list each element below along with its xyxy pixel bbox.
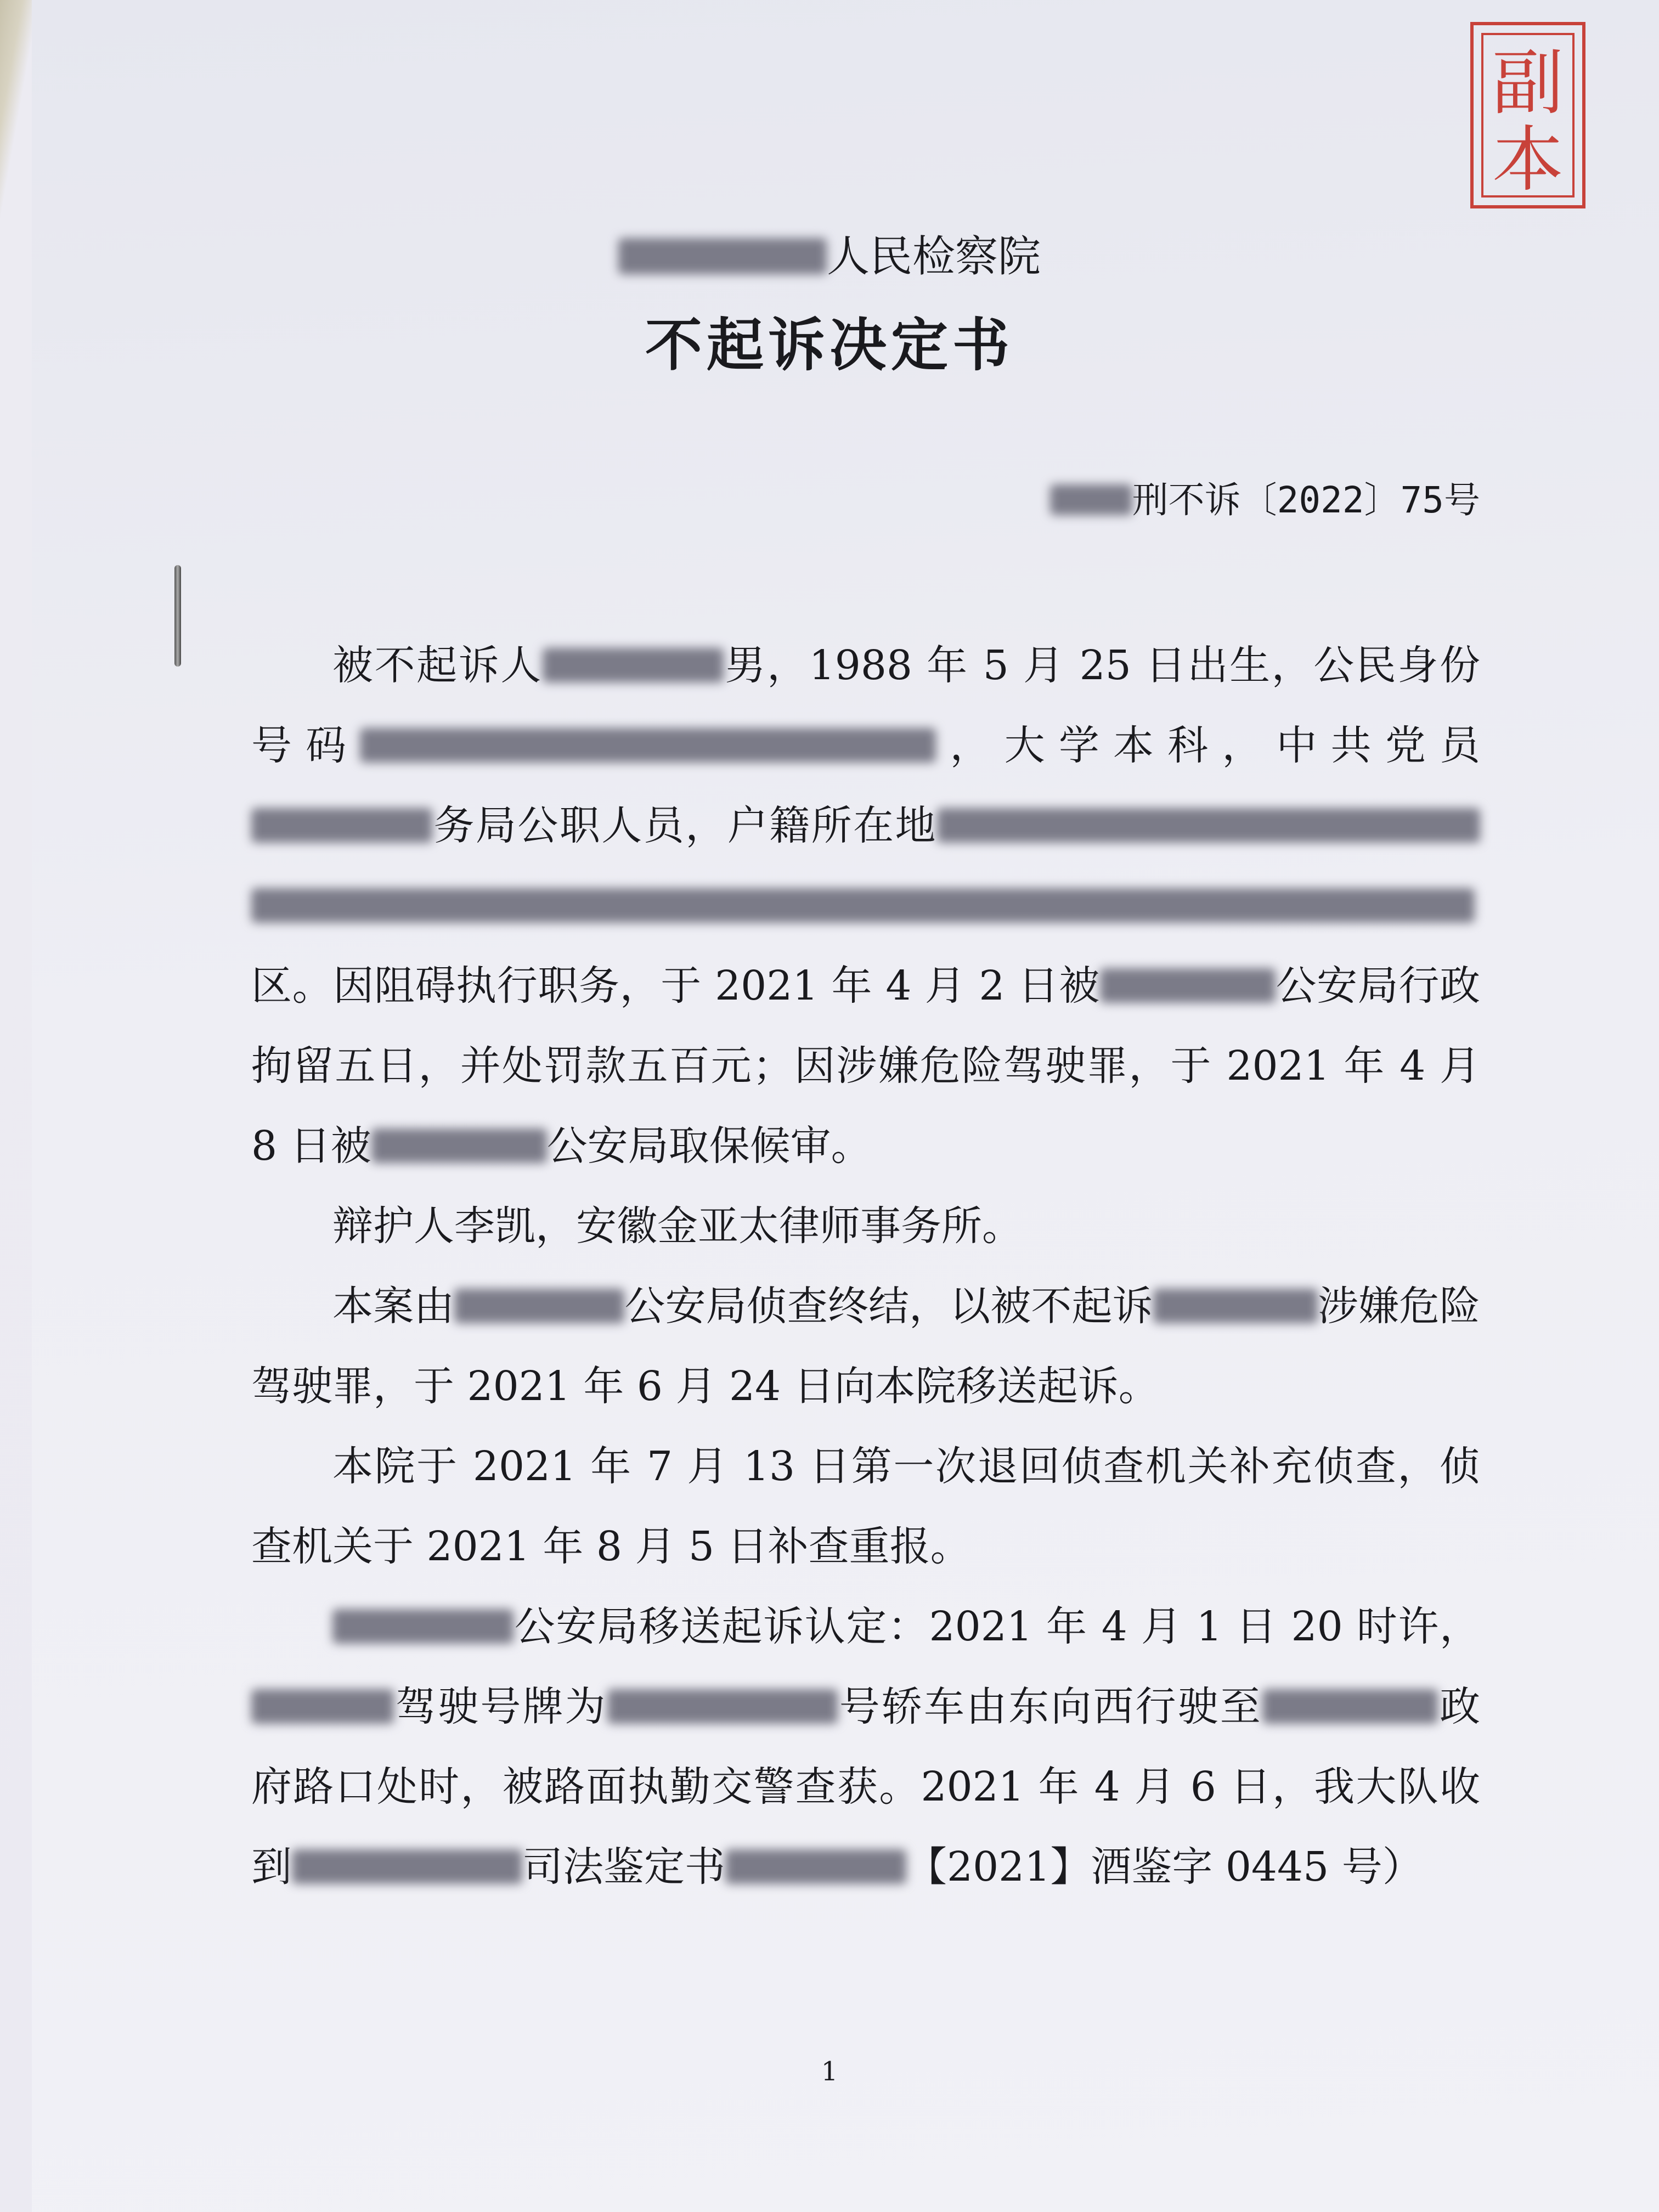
stamp-char-1: 副	[1492, 41, 1564, 125]
document-title: 不起诉决定书	[645, 312, 1014, 379]
redacted-name	[1153, 1289, 1318, 1323]
redacted-plate	[607, 1689, 838, 1724]
stamp-char-2: 本	[1492, 118, 1564, 201]
text-span: 本案由	[332, 1283, 455, 1330]
text-span: 务局公职人员，户籍所在地	[432, 802, 937, 849]
redacted-name	[543, 648, 724, 682]
text-span: 号轿车由东向西行驶至	[837, 1683, 1262, 1730]
text-span: ，大学本科，中共党员	[936, 722, 1481, 769]
paragraph-supplementary-investigation: 本院于 2021 年 7 月 13 日第一次退回侦查机关补充侦查，侦查机关于 2021 年 8 月 5 日补查重报。	[251, 1443, 1480, 1570]
paragraph-case-transfer	[251, 1266, 1480, 1426]
document-body	[251, 625, 1480, 1907]
redacted-prefix	[1050, 484, 1132, 515]
text-span: 司法鉴定书	[522, 1843, 725, 1891]
paragraph-defense-counsel: 辩护人李凯，安徽金亚太律师事务所。	[332, 1203, 1023, 1250]
paragraph-defendant-info	[251, 625, 1480, 1186]
org-suffix: 人民检察院	[826, 232, 1041, 281]
text-span: 公安局取保候审。	[546, 1122, 872, 1170]
text-span: 被不起诉人	[332, 642, 543, 689]
redacted-address-line	[251, 888, 1475, 923]
redacted-location	[1262, 1689, 1438, 1724]
procuratorate-name	[0, 222, 1659, 284]
text-span: 公安局移送起诉认定：2021 年 4 月 1 日 20 时许，	[514, 1603, 1480, 1650]
redacted-city	[332, 1609, 514, 1644]
redacted-city	[371, 1128, 547, 1163]
redacted-institute-code	[725, 1849, 906, 1884]
text-span: 政府路口处时，被路面执勤交警查获。2021 年 4 月 6 日，我大队收到	[251, 1683, 1481, 1891]
redacted-institute	[292, 1849, 522, 1884]
text-span: 男，1988 年 5 月 25 日出生，公民身份号码	[251, 642, 1481, 769]
text-span: 驾驶号牌为	[394, 1683, 607, 1730]
text-span: 区。因阻碍执行职务，于 2021 年 4 月 2 日被	[251, 962, 1100, 1009]
redacted-address	[937, 808, 1480, 843]
staple	[174, 565, 181, 667]
text-span: 公安局行政拘留五日，并处罚款五百元；因涉嫌危险驾驶罪，于 2021 年 4 月 8 日被	[251, 962, 1481, 1170]
text-span: 公安局侦查终结，以被不起诉	[624, 1283, 1153, 1330]
page-number: 1	[821, 2056, 838, 2087]
text-span: 涉嫌危险驾驶罪，于 2021 年 6 月 24 日向本院移送起诉。	[251, 1283, 1481, 1410]
copy-stamp	[1470, 22, 1585, 208]
text-span: 【2021】酒鉴字 0445 号）	[906, 1843, 1423, 1891]
redacted-employer	[251, 808, 432, 843]
redacted-city	[454, 1289, 624, 1323]
document-number-text: 刑不诉〔2022〕75号	[1132, 479, 1480, 521]
redacted-id	[360, 728, 936, 763]
paragraph-police-findings	[251, 1587, 1480, 1907]
document-number	[1050, 471, 1480, 523]
redacted-region	[618, 238, 827, 274]
redacted-name	[251, 1689, 394, 1724]
redacted-city	[1100, 968, 1276, 1003]
